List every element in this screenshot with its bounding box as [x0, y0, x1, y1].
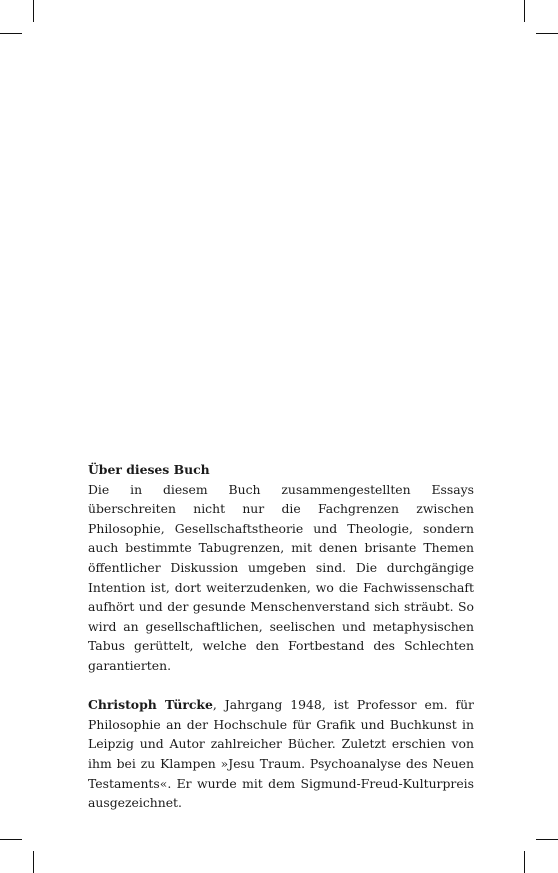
crop-mark-bottom-left-vertical: [33, 851, 34, 873]
paragraph-spacer: [88, 676, 474, 696]
book-info-text: [88, 460, 474, 813]
crop-mark-top-left-horizontal: [0, 33, 22, 34]
author-paragraph: [88, 695, 474, 813]
about-book-paragraph: Die in diesem Buch zusammengestellten Essays überschreiten nicht nur die Fachgrenzen zwischen Philosophie, Gesellschaftstheorie und Theologie, sondern auch bestimmte Tabugrenzen, mit denen brisante Themen öffentlicher Diskussion umgeben sind. Die durchgängige Intention ist, dort weiterzudenken, wo die Fachwissenschaft aufhört und der gesunde Menschenverstand sich sträubt. So wird an gesellschaftlichen, seelischen und metaphysischen Tabus gerüttelt, welche den Fortbestand des Schlechten garantierten.: [88, 481, 474, 673]
author-name: Christoph Türcke: [88, 697, 213, 713]
crop-mark-top-left-vertical: [33, 0, 34, 22]
crop-mark-bottom-left-horizontal: [0, 839, 22, 840]
author-bio: , Jahrgang 1948, ist Professor em. für Philosophie an der Hochschule für Grafik und Buchkunst in Leipzig und Autor zahlreicher Bücher. Zuletzt erschien von ihm bei zu Klampen »Jesu Traum. Psychoanalyse des Neuen Testaments«. Er wurde mit dem Sigmund-Freud-Kulturpreis ausgezeichnet.: [88, 697, 474, 811]
section-heading: Über dieses Buch: [88, 462, 210, 477]
crop-mark-bottom-right-horizontal: [536, 839, 558, 840]
crop-mark-bottom-right-vertical: [524, 851, 525, 873]
crop-mark-top-right-horizontal: [536, 33, 558, 34]
crop-mark-top-right-vertical: [524, 0, 525, 22]
